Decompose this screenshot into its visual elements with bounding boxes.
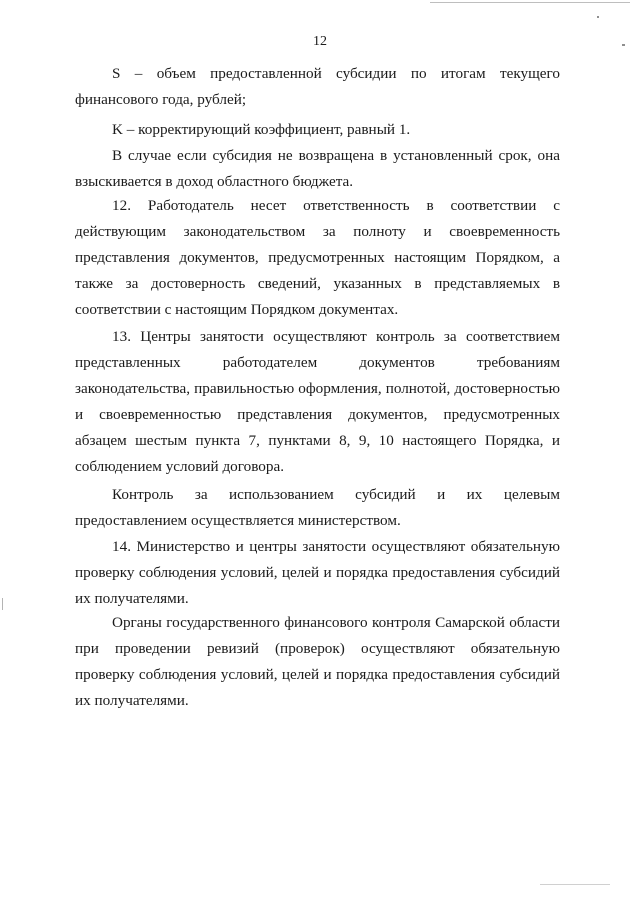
scan-speck-top-right — [597, 16, 599, 18]
scan-line-top — [430, 2, 630, 3]
scan-dots-bottom-right — [540, 884, 610, 885]
scan-speck-left — [2, 598, 3, 610]
paragraph-k-definition: K – корректирующий коэффициент, равный 1. — [112, 121, 411, 138]
paragraph-s-definition: S – объем предоставленной субсидии по итогам текущего финансового года, рублей; — [75, 65, 560, 108]
paragraph-control: Контроль за использованием субсидий и их целевым предоставлением осуществляется министерством. — [75, 486, 560, 529]
paragraph-financial-control: Органы государственного финансового контроля Самарской области при проведении ревизий (проверок) осуществляют обязательную проверку соблюдения условий, целей и порядка предоставления субсидий их получателями. — [75, 614, 560, 709]
paragraph-recovery: В случае если субсидия не возвращена в установленный срок, она взыскивается в доход областного бюджета. — [75, 147, 560, 190]
paragraph-clause-13: 13. Центры занятости осуществляют контроль за соответствием представленных работодателем документов требованиям законодательства, правильностью оформления, полнотой, достоверностью и своевременностью представления документов, предусмотренных абзацем шестым пункта 7, пунктами 8, 9, 10 настоящего Порядка, и соблюдением условий договора. — [75, 328, 560, 475]
paragraph-clause-14: 14. Министерство и центры занятости осуществляют обязательную проверку соблюдения условий, целей и порядка предоставления субсидий их получателями. — [75, 538, 560, 607]
paragraph-clause-12: 12. Работодатель несет ответственность в соответствии с действующим законодательством за полноту и своевременность представления документов, предусмотренных настоящим Порядком, а также за достоверность сведений, указанных в представляемых в соответствии с настоящим Порядком документах. — [75, 197, 560, 318]
page-number: 12 — [313, 34, 327, 49]
